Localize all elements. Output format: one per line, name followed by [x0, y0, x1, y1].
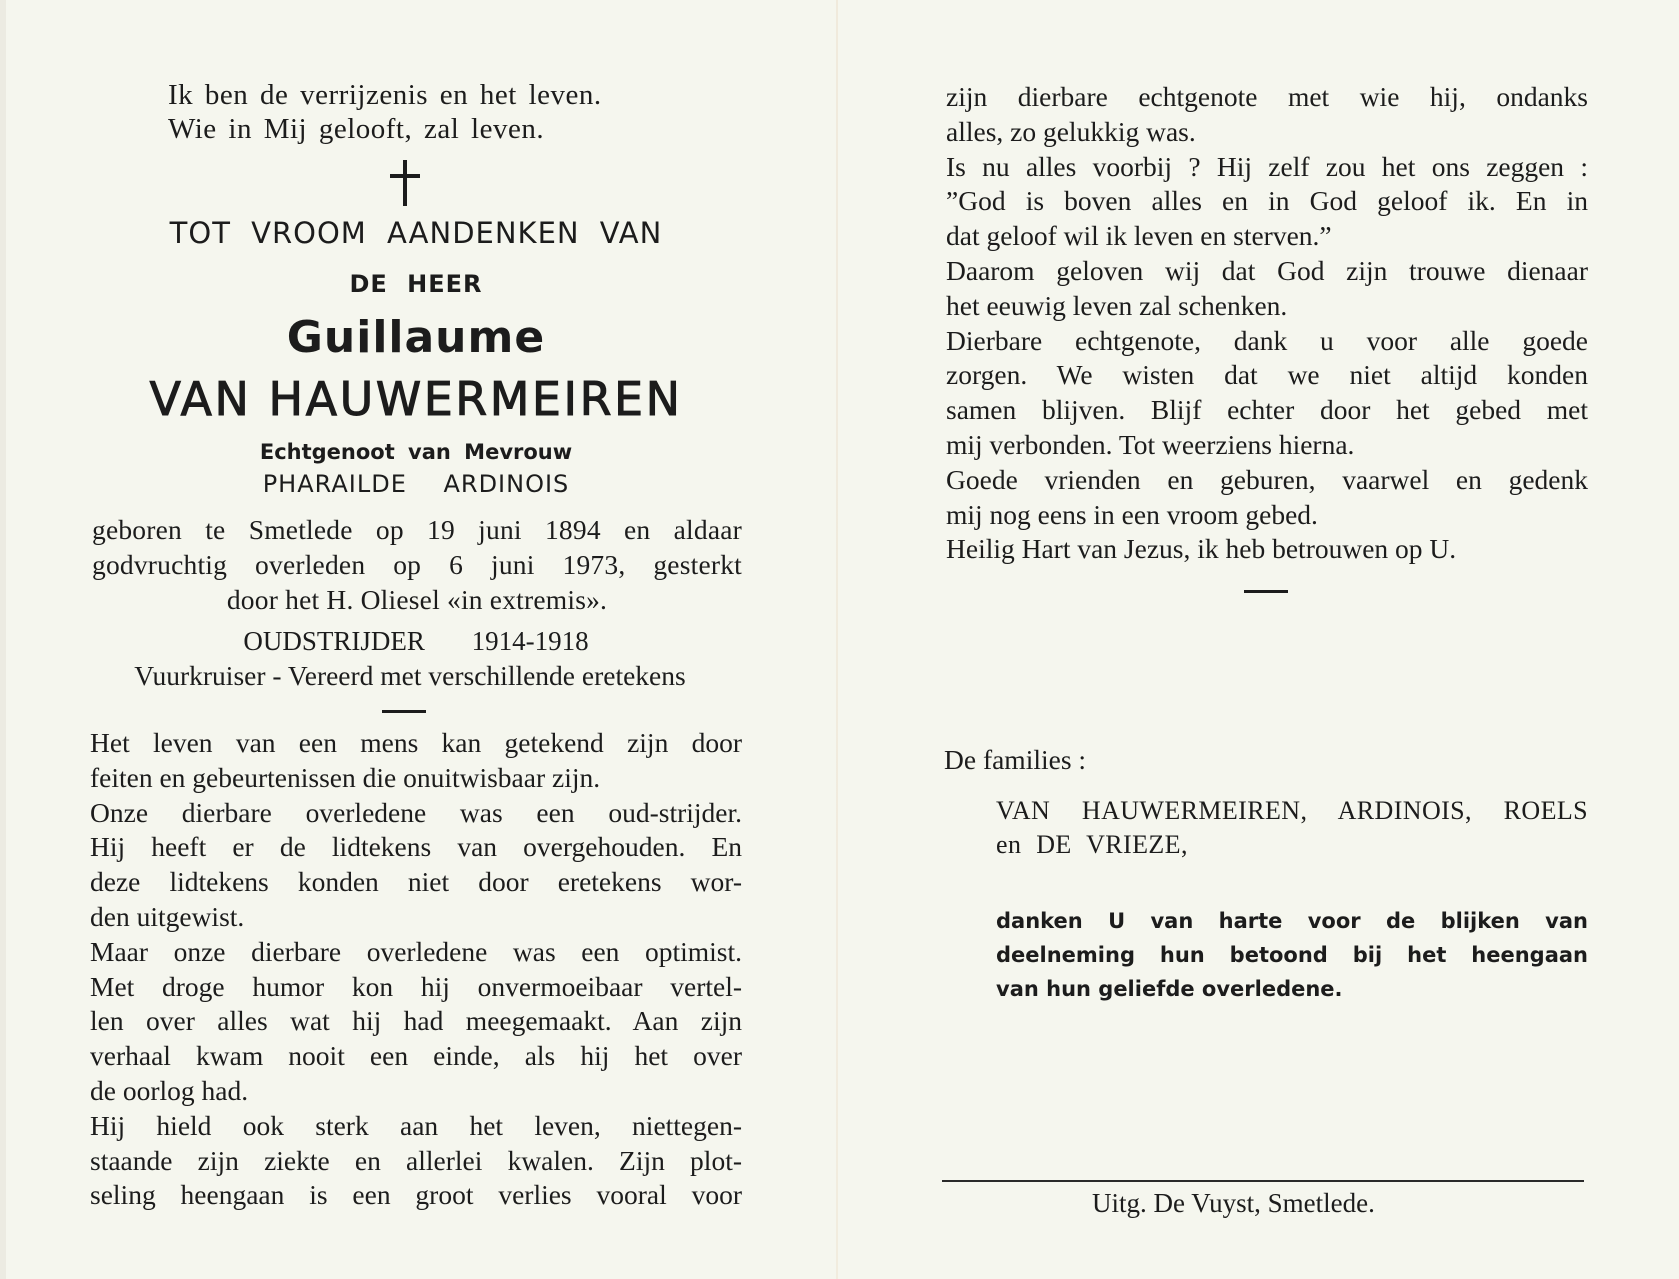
honours-line: Vuurkruiser - Vereerd met verschillende eretekens	[134, 660, 686, 691]
eulogy-line: Met droge humor kon hij onvermoeibaar vertel-	[90, 970, 742, 1002]
right-panel	[942, 0, 1592, 1279]
separator-dash	[1244, 590, 1288, 593]
eulogy-line: seling heengaan is een groot verlies vooral voor	[90, 1179, 742, 1211]
thanks-line: deelneming hun betoond bij het heengaan	[996, 943, 1588, 967]
eulogy-line: verhaal kwam nooit een einde, als hij het over	[90, 1040, 742, 1072]
eulogy-line: Is nu alles voorbij ? Hij zelf zou het ons zeggen :	[946, 150, 1588, 182]
eulogy-line: het eeuwig leven zal schenken.	[946, 289, 1288, 321]
honorific-title: DE HEER	[349, 270, 483, 298]
families-line: VAN HAUWERMEIREN, ARDINOIS, ROELS	[996, 796, 1588, 825]
eulogy-line: dat geloof wil ik leven en sterven.”	[946, 220, 1332, 252]
card-edge	[0, 0, 6, 1279]
card-fold	[836, 0, 838, 1279]
eulogy-line: ”God is boven alles en in God geloof ik. En in	[946, 185, 1588, 217]
deceased-given-name: Guillaume	[286, 312, 546, 363]
eulogy-line: mij nog eens in een vroom gebed.	[946, 498, 1318, 530]
latin-cross-icon	[388, 160, 422, 206]
eulogy-line: Hij heeft er de lidtekens van overgehouden. En	[90, 831, 742, 863]
bio-line: door het H. Oliesel «in extremis».	[226, 584, 608, 615]
eulogy-line: deze lidtekens konden niet door eretekens wor-	[90, 866, 742, 898]
eulogy-line: staande zijn ziekte en allerlei kwalen. Zijn plot-	[90, 1144, 742, 1176]
thanks-line: van hun geliefde overledene.	[996, 977, 1343, 1001]
bio-line: geboren te Smetlede op 19 juni 1894 en aldaar	[92, 514, 742, 545]
families-line: en DE VRIEZE,	[996, 830, 1188, 859]
eulogy-line: Goede vrienden en geburen, vaarwel en gedenk	[946, 463, 1588, 495]
eulogy-line: de oorlog had.	[90, 1074, 249, 1106]
footer-rule	[942, 1180, 1584, 1182]
eulogy-line: Onze dierbare overledene was een oud-strijder.	[90, 796, 742, 828]
eulogy-line: Maar onze dierbare overledene was een optimist.	[90, 935, 742, 967]
eulogy-line: den uitgewist.	[90, 900, 245, 932]
thanks-line: danken U van harte voor de blijken van	[996, 909, 1588, 933]
eulogy-line: zorgen. We wisten dat we niet altijd konden	[946, 359, 1588, 391]
thanks-message	[996, 904, 1588, 1006]
eulogy-line: samen blijven. Blijf echter door het gebed met	[946, 394, 1588, 426]
left-panel	[76, 0, 756, 1279]
separator-dash	[382, 710, 426, 713]
eulogy-line: feiten en gebeurtenissen die onuitwisbaar zijn.	[90, 761, 601, 793]
eulogy-line: zijn dierbare echtgenote met wie hij, ondanks	[946, 81, 1588, 112]
veteran-label: OUDSTRIJDER	[243, 626, 425, 656]
spouse-label: Echtgenoot van Mevrouw	[259, 440, 573, 464]
birth-death-details	[92, 512, 742, 617]
verse-line: Ik ben de verrijzenis en het leven.	[168, 79, 602, 111]
eulogy-line: Daarom geloven wij dat God zijn trouwe dienaar	[946, 254, 1588, 286]
veteran-years: 1914-1918	[471, 626, 589, 656]
eulogy-line: mij verbonden. Tot weerziens hierna.	[946, 428, 1355, 460]
verse-line: Wie in Mij gelooft, zal leven.	[168, 113, 545, 145]
families-label: De families :	[944, 744, 1087, 775]
eulogy-left	[90, 726, 742, 1213]
eulogy-line: len over alles wat hij had meegemaakt. Aan zijn	[90, 1005, 742, 1037]
memorial-heading: TOT VROOM AANDENKEN VAN	[169, 216, 663, 250]
eulogy-line: Hij hield ook sterk aan het leven, niettegen-	[90, 1109, 742, 1141]
scripture-verse	[168, 78, 602, 146]
families-names	[996, 794, 1588, 862]
deceased-surname: VAN HAUWERMEIREN	[149, 372, 683, 426]
spouse-name: PHARAILDE ARDINOIS	[262, 470, 570, 498]
eulogy-line: alles, zo gelukkig was.	[946, 115, 1196, 147]
eulogy-line: Het leven van een mens kan getekend zijn door	[90, 727, 742, 758]
veteran-line	[76, 626, 756, 657]
eulogy-line: Heilig Hart van Jezus, ik heb betrouwen op U.	[946, 533, 1457, 565]
eulogy-right	[946, 80, 1588, 567]
publisher-imprint: Uitg. De Vuyst, Smetlede.	[1092, 1188, 1375, 1218]
bio-line: godvruchtig overleden op 6 juni 1973, gesterkt	[92, 549, 742, 580]
eulogy-line: Dierbare echtgenote, dank u voor alle goede	[946, 324, 1588, 356]
